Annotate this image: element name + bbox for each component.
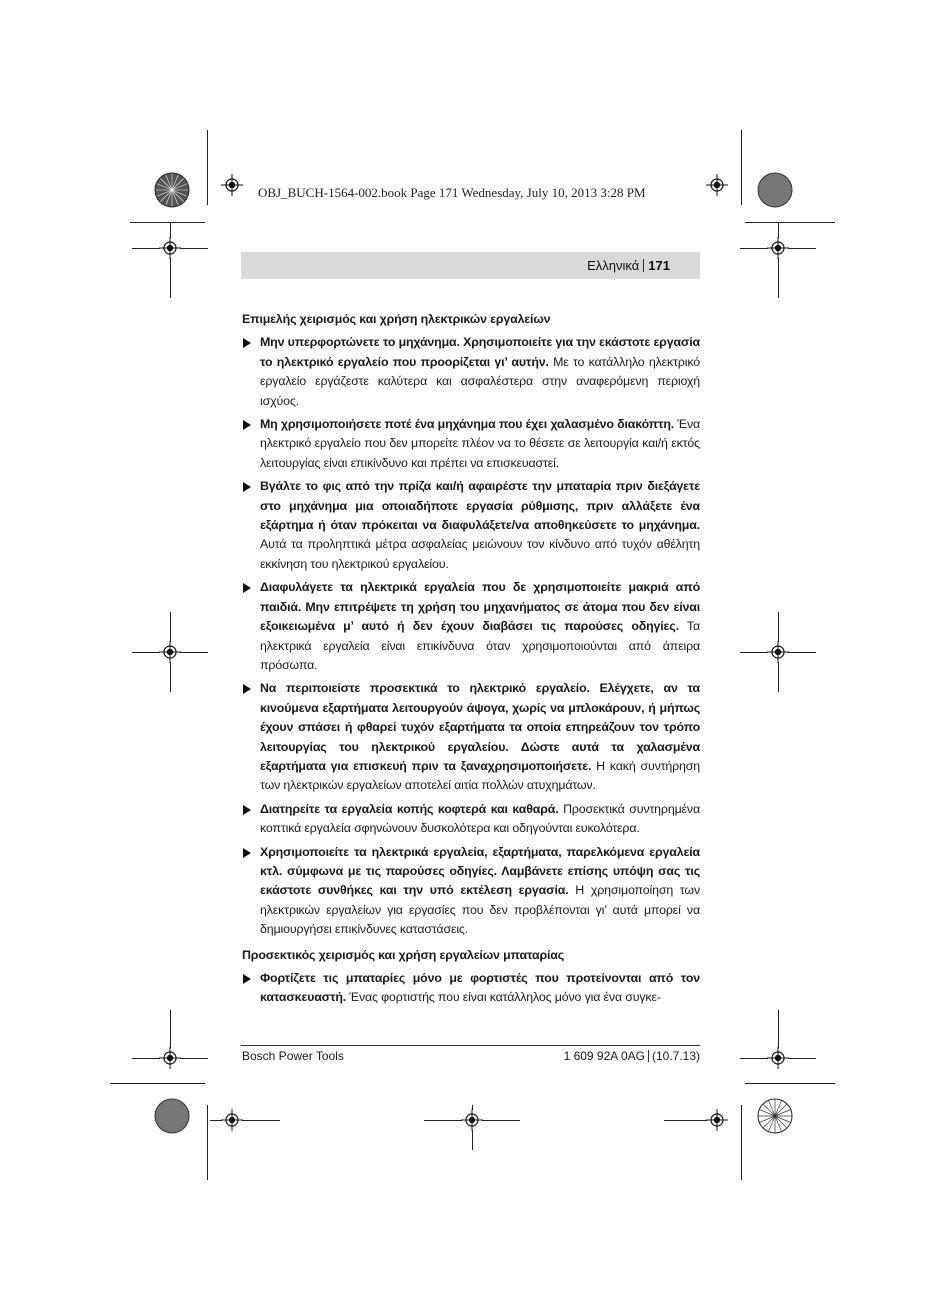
marker-line: [132, 1058, 160, 1059]
bullet-arrow-icon: [243, 420, 251, 430]
item-bold-text: Μην υπερφορτώνετε το μηχάνημα. Χρησιμοποιείτε για την εκάστοτε εργασία το ηλεκτρικό εργαλείο που προορίζεται γι’ αυτήν.: [260, 335, 700, 369]
bullet-arrow-icon: [243, 684, 251, 694]
marker-line: [170, 612, 171, 642]
marker-line: [170, 258, 171, 298]
item-bold-text: Να περιποιείστε προσεκτικά το ηλεκτρικό εργαλείο. Ελέγχετε, αν τα κινούμενα εξαρτήματα λειτουργούν άψογα, χωρίς να μπλοκάρουν, ή μήπως έχουν σπάσει ή φθαρεί τυχόν εξαρτήματα τα οποία επηρεάζουν τον τρόπο λειτουργίας του ηλεκτρικού εργαλείου. Δώστε αυτά τα χαλασμένα εξαρτήματα για επισκευή πριν τα ξαναχρησιμοποιήσετε.: [260, 681, 700, 773]
registration-target-icon: [767, 237, 789, 259]
starburst-rosette-icon: [757, 1098, 793, 1134]
bullet-arrow-icon: [243, 848, 251, 858]
marker-line: [788, 248, 816, 249]
footer-rule: [241, 1045, 700, 1046]
page-content: [242, 310, 700, 1012]
starburst-rosette-icon: [154, 172, 190, 208]
marker-line: [778, 222, 779, 238]
footer-code: 1 609 92A 0AG: [563, 1049, 645, 1063]
footer-separator: [648, 1050, 649, 1062]
marker-line: [472, 1105, 473, 1110]
marker-line: [740, 1058, 768, 1059]
registration-target-icon: [159, 237, 181, 259]
section-title: Επιμελής χειρισμός και χρήση ηλεκτρικών εργαλείων: [242, 312, 551, 326]
registration-target-icon: [221, 174, 243, 196]
registration-target-icon: [159, 641, 181, 663]
header-text: [587, 258, 670, 273]
item-bold-text: Φορτίζετε τις μπαταρίες μόνο με φορτιστές που προτείνονται από τον κατασκευαστή.: [260, 971, 700, 1005]
section-title: Προσεκτικός χειρισμός και χρήση εργαλείων μπαταρίας: [242, 947, 565, 962]
marker-line: [170, 662, 171, 692]
marker-line: [778, 612, 779, 642]
marker-line: [132, 248, 160, 249]
marker-line: [788, 1058, 816, 1059]
registration-target-icon: [461, 1109, 483, 1131]
registration-target-icon: [767, 641, 789, 663]
registration-target-icon: [706, 1109, 728, 1131]
list-item: [242, 800, 700, 839]
marker-line: [788, 652, 816, 653]
item-bold-text: Διατηρείτε τα εργαλεία κοπής κοφτερά και καθαρά.: [260, 801, 559, 816]
marker-line: [778, 258, 779, 298]
bullet-arrow-icon: [243, 974, 251, 984]
item-text: Η κακή συντήρηση των ηλεκτρικών εργαλείων αποτελεί αιτία πολλών ατυχημάτων.: [260, 758, 700, 793]
marker-line: [242, 1120, 280, 1121]
bullet-arrow-icon: [243, 338, 251, 348]
marker-line: [132, 652, 160, 653]
marker-line: [778, 662, 779, 692]
list-item: [242, 969, 700, 1008]
marker-line: [740, 248, 768, 249]
marker-line: [180, 248, 208, 249]
bullet-arrow-icon: [243, 583, 251, 593]
footer-doc-info: [564, 1049, 700, 1063]
item-text: Με το κατάλληλο ηλεκτρικό εργαλείο εργάζεστε καλύτερα και ασφαλέστερα στην αναφερόμενη περιοχή ισχύος.: [260, 354, 700, 408]
list-item: [242, 333, 700, 411]
item-bold-text: Μη χρησιμοποιήσετε ποτέ ένα μηχάνημα που έχει χαλασμένο διακόπτη.: [260, 417, 675, 432]
marker-line: [210, 1120, 222, 1121]
registration-target-icon: [159, 1047, 181, 1069]
page-number: 171: [648, 258, 670, 273]
header-language: Ελληνικά: [587, 258, 640, 273]
marker-line: [482, 1120, 520, 1121]
item-bold-text: Βγάλτε το φις από την πρίζα και/ή αφαιρέστε την μπαταρία πριν διεξάγετε στο μηχάνημα μια οποιαδήποτε εργασία ρύθμισης, πριν αλλάξετε ένα εξάρτημα ή όταν πρόκειται να διαφυλάξετε/να αποθηκεύσετε το μηχάνημα.: [260, 479, 700, 533]
item-text: Αυτά τα προληπτικά μέτρα ασφαλείας μειώνουν τον κίνδυνο από τυχόν αθέλητη εκκίνηση του ηλεκτρικού εργαλείου.: [260, 537, 700, 571]
marker-line: [180, 652, 208, 653]
footer-date: (10.7.13): [651, 1049, 700, 1063]
item-bold-text: Διαφυλάγετε τα ηλεκτρικά εργαλεία που δε χρησιμοποιείτε μακριά από παιδιά. Μην επιτρέψετε τη χρήση του μηχανήματος σε άτομα που δεν είναι εξοικειωμένα μ’ αυτό ή δεν έχουν διαβάσει τις παρούσες οδηγίες.: [260, 580, 700, 634]
marker-line: [424, 1120, 462, 1121]
list-item: [242, 578, 700, 675]
running-header: [241, 252, 700, 279]
item-bold-text: Χρησιμοποιείτε τα ηλεκτρικά εργαλεία, εξαρτήματα, παρελκόμενα εργαλεία κτλ. σύμφωνα με τις παρούσες οδηγίες. Λαμβάνετε επίσης υπόψη σας τις εκάστοτε συνθήκες και την υπό εκτέλεση εργασία.: [260, 844, 700, 898]
list-item: [242, 679, 700, 795]
marker-line: [180, 1058, 208, 1059]
bullet-arrow-icon: [243, 805, 251, 815]
list-item: [242, 843, 700, 940]
marker-line: [170, 1010, 171, 1048]
marker-line: [472, 1130, 473, 1150]
registration-target-icon: [767, 1047, 789, 1069]
item-text: Τα ηλεκτρικά εργαλεία είναι επικίνδυνα όταν χρησιμοποιούνται από άπειρα πρόσωπα.: [260, 619, 701, 672]
footer-brand: Bosch Power Tools: [242, 1049, 344, 1063]
bullet-arrow-icon: [243, 482, 251, 492]
gray-patch-icon: [154, 1098, 190, 1134]
gray-patch-icon: [757, 172, 793, 208]
header-separator: [643, 259, 644, 272]
print-info-line: OBJ_BUCH-1564-002.book Page 171 Wednesday, July 10, 2013 3:28 PM: [258, 185, 646, 200]
registration-target-icon: [706, 174, 728, 196]
list-item: [242, 477, 700, 574]
item-text: Ένα ηλεκτρικό εργαλείο που δεν μπορείτε πλέον να το θέσετε σε λειτουργία και/ή εκτός λειτουργίας είναι επικίνδυνο και πρέπει να επισκευαστεί.: [260, 417, 701, 470]
marker-line: [170, 222, 171, 238]
item-text: Ένας φορτιστής που είναι κατάλληλος μόνο για ένα συγκε-: [346, 990, 661, 1005]
item-text: Η χρησιμοποίηση των ηλεκτρικών εργαλείων για εργασίες που δεν προβλέπονται γι’ αυτά μπορεί να δημιουργήσει επικίνδυνες καταστάσεις.: [260, 883, 700, 937]
marker-line: [778, 1010, 779, 1048]
list-item: [242, 415, 700, 473]
marker-line: [740, 652, 768, 653]
registration-target-icon: [221, 1109, 243, 1131]
marker-line: [664, 1120, 707, 1121]
item-text: Προσεκτικά συντηρημένα κοπτικά εργαλεία σφηνώνουν δυσκολότερα και οδηγούνται ευκολότερα.: [260, 801, 700, 836]
